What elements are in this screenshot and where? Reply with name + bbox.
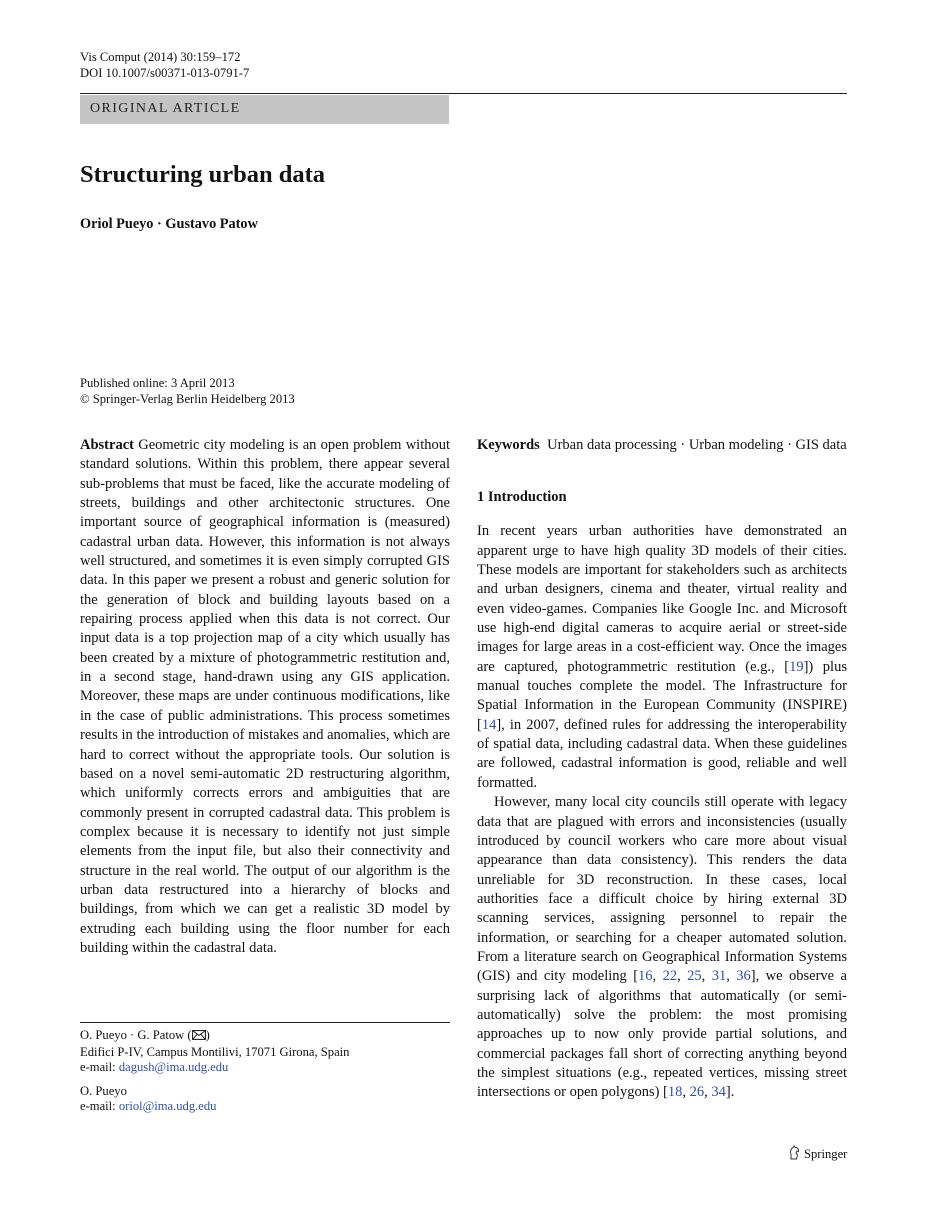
doi: DOI 10.1007/s00371-013-0791-7 <box>80 65 250 80</box>
published-date: Published online: 3 April 2013 <box>80 376 235 390</box>
footnote-rule <box>80 1022 450 1023</box>
right-column <box>477 436 847 1103</box>
citation-14[interactable]: 14 <box>481 716 497 733</box>
email-link-dagush[interactable]: dagush@ima.udg.edu <box>118 1060 229 1074</box>
footnote-authors: O. Pueyo · G. Patow ( <box>80 1028 192 1042</box>
citation-22[interactable]: 22 <box>662 968 678 985</box>
publisher-mark <box>788 1145 847 1164</box>
intro-paragraph-2 <box>477 793 847 1103</box>
email-link-oriol[interactable]: oriol@ima.udg.edu <box>118 1099 217 1113</box>
paper-title: Structuring urban data <box>80 161 326 188</box>
citation-16[interactable]: 16 <box>638 968 653 985</box>
copyright-line: © Springer-Verlag Berlin Heidelberg 2013 <box>80 392 295 406</box>
intro-p1-text-b: ]) plus manual touches complete the model. The Infrastructure for Spatial Information in the European Community (INSPIRE) [ <box>477 658 847 733</box>
citation-separator: , <box>701 968 712 985</box>
keywords-label: Keywords <box>477 437 540 453</box>
author-address: Edifici P-IV, Campus Montilivi, 17071 Girona, Spain <box>80 1044 350 1059</box>
header-rule <box>80 93 847 94</box>
citation-separator: , <box>677 968 688 985</box>
citation-18[interactable]: 18 <box>667 1084 683 1101</box>
journal-info <box>80 50 249 81</box>
intro-p2-end: ]. <box>725 1084 735 1101</box>
section-heading-introduction: 1 Introduction <box>477 489 567 506</box>
article-type-banner: ORIGINAL ARTICLE <box>80 95 449 124</box>
journal-citation: Vis Comput (2014) 30:159–172 <box>80 50 241 64</box>
citation-separator: , <box>726 968 737 985</box>
corresponding-authors <box>80 1028 349 1045</box>
intro-p2-text-a: However, many local city councils still operate with legacy data that are plagued with errors and inconsistencies (usually introduced by council workers who care more about visual appearance than data consistency). This renders the data unreliable for 3D reconstruction. In these cases, local authorities face a difficult choice by hiring external 3D scanning services, assigning personnel to repair the information, or searching for a cheaper automated solution. From a literature search on Geographical Information Systems (GIS) and city modeling [ <box>477 794 847 985</box>
keywords <box>477 436 847 455</box>
envelope-icon <box>192 1029 206 1045</box>
footnote-authors-close: ) <box>205 1028 210 1042</box>
intro-p2-text-b: ], we observe a surprising lack of algorithms that automatically (or semi-automatically) solve the problem: the most promising approaches up to now only provide partial solutions, and commercial packages fall short of correcting anything beyond the simplest situations (e.g., repeated vertices, missing street intersections or open polygons) [ <box>477 968 847 1101</box>
keywords-text: Urban data processing · Urban modeling · GIS data <box>547 437 847 453</box>
left-column <box>80 436 450 958</box>
citation-25[interactable]: 25 <box>687 968 702 985</box>
springer-horse-icon <box>788 1145 801 1164</box>
author-list: Oriol Pueyo · Gustavo Patow <box>80 216 258 232</box>
citation-separator: , <box>652 968 663 985</box>
email-label: e-mail: <box>80 1099 119 1113</box>
citation-separator: , <box>682 1084 690 1101</box>
abstract-text: Geometric city modeling is an open problem without standard solutions. Within this problem, there appear several sub-problems that must be faced, like the accurate modeling of streets, buildings and other architectonic structures. One important source of geographical information is (measured) cadastral urban data. However, this information is not always well structured, and sometimes it is even simply corrupted GIS data. In this paper we present a robust and generic solution for the generation of block and building layouts based on a repairing process applied when this data is not correct. Our input data is a top projection map of a city which usually has been created by a mixture of photogrammetric restitution and, in a second stage, hand-drawn using any GIS application. Moreover, these maps are under continuous modifications, like in the case of public administrations. This process sometimes results in the introduction of mistakes and anomalies, which are hard to correct without the appropriate tools. Our solution is based on a novel semi-automatic 2D restructuring algorithm, which uniformly corrects errors and ambiguities that are commonly present in corrupted cadastral data. This problem is complex because it is necessary to identify not just simple elements from the input file, but also their connectivity and structure in the real world. The output of our algorithm is the urban data restructured into a hierarchy of blocks and buildings, from which we can get a realistic 3D model by extruding each building using the floor number for each building within the cadastral data. <box>80 437 451 956</box>
citation-31[interactable]: 31 <box>711 968 727 985</box>
second-author: O. Pueyo <box>80 1083 127 1098</box>
publisher-name: Springer <box>804 1147 848 1161</box>
email-line-1 <box>80 1060 349 1076</box>
abstract <box>80 436 450 958</box>
email-label: e-mail: <box>80 1060 119 1074</box>
intro-p1-text-c: ], in 2007, defined rules for addressing the interoperability of spatial data, including cadastral data. When these guidelines are followed, cadastral information is good, reliable and well formatted. <box>477 716 847 791</box>
citation-34[interactable]: 34 <box>711 1084 726 1101</box>
intro-paragraph-1 <box>477 522 847 793</box>
citation-19[interactable]: 19 <box>789 658 804 675</box>
abstract-label: Abstract <box>80 437 134 453</box>
publication-info <box>80 375 295 407</box>
intro-p1-text-a: In recent years urban authorities have demonstrated an apparent urge to have high quality 3D models of their cities. These models are important for stakeholders such as architects and urban designers, cinema and theater, virtual reality and even video-games. Companies like Google Inc. and Microsoft use high-end digital cameras to acquire aerial or street-side images for large areas in a cost-efficient way. Once the images are captured, photogrammetric restitution (e.g., [ <box>477 523 847 675</box>
citation-26[interactable]: 26 <box>689 1084 705 1101</box>
author-footnotes <box>80 1028 349 1115</box>
citation-36[interactable]: 36 <box>736 968 751 985</box>
email-line-2 <box>80 1099 349 1115</box>
citation-separator: , <box>704 1084 712 1101</box>
